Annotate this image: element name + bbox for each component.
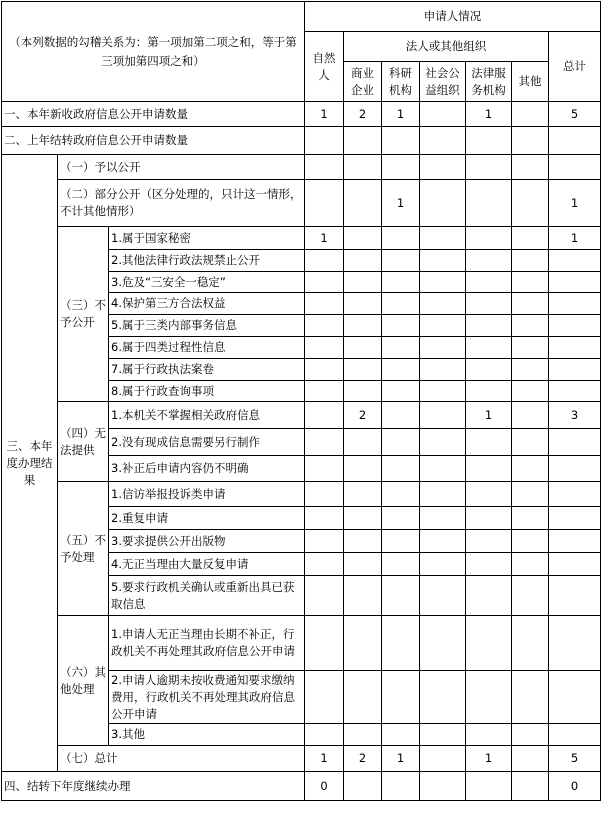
item-label: 3.其他 — [109, 724, 305, 746]
value-cell: 1 — [466, 102, 512, 127]
value-cell — [382, 429, 420, 456]
value-cell — [466, 227, 512, 250]
group-label: （五）不予处理 — [58, 482, 109, 616]
table-row — [2, 102, 601, 127]
value-cell — [344, 530, 382, 553]
value-cell — [420, 482, 466, 507]
value-cell — [466, 553, 512, 576]
value-cell — [420, 227, 466, 250]
value-cell — [512, 482, 549, 507]
table-row — [2, 227, 601, 250]
value-cell — [512, 127, 549, 155]
value-cell — [549, 482, 601, 507]
value-cell — [512, 102, 549, 127]
value-cell: 1 — [466, 402, 512, 429]
value-cell — [549, 429, 601, 456]
value-cell — [466, 576, 512, 616]
value-cell — [420, 456, 466, 482]
value-cell — [549, 530, 601, 553]
item-label: 5.属于三类内部事务信息 — [109, 315, 305, 337]
value-cell — [305, 724, 344, 746]
value-cell — [344, 155, 382, 180]
header-legal-service: 法律服务机构 — [466, 62, 512, 102]
value-cell: 2 — [344, 746, 382, 772]
value-cell — [512, 530, 549, 553]
value-cell — [466, 381, 512, 402]
value-cell — [305, 553, 344, 576]
value-cell — [466, 359, 512, 381]
group-label: （三）不予公开 — [58, 227, 109, 402]
value-cell — [549, 359, 601, 381]
value-cell — [382, 671, 420, 724]
value-cell — [382, 293, 420, 315]
item-label: 5.要求行政机关确认或重新出具已获取信息 — [109, 576, 305, 616]
value-cell — [466, 616, 512, 671]
value-cell — [344, 337, 382, 359]
value-cell — [512, 227, 549, 250]
value-cell — [549, 576, 601, 616]
item-label: 1.属于国家秘密 — [109, 227, 305, 250]
value-cell — [305, 250, 344, 272]
value-cell — [420, 180, 466, 227]
value-cell — [382, 359, 420, 381]
value-cell — [466, 337, 512, 359]
value-cell: 1 — [382, 102, 420, 127]
value-cell — [420, 724, 466, 746]
value-cell — [420, 359, 466, 381]
header-commercial: 商业企业 — [344, 62, 382, 102]
value-cell — [305, 429, 344, 456]
value-cell — [420, 293, 466, 315]
table-row — [2, 746, 601, 772]
value-cell — [420, 102, 466, 127]
value-cell: 1 — [382, 180, 420, 227]
header-total: 总计 — [549, 32, 601, 102]
item-label: 1.申请人无正当理由长期不补正，行政机关不再处理其政府信息公开申请 — [109, 616, 305, 671]
value-cell — [382, 724, 420, 746]
value-cell — [466, 429, 512, 456]
value-cell — [512, 671, 549, 724]
value-cell — [344, 359, 382, 381]
value-cell — [344, 456, 382, 482]
value-cell — [512, 293, 549, 315]
item-label: 2.其他法律行政法规禁止公开 — [109, 250, 305, 272]
row-label: （二）部分公开（区分处理的，只计这一情形，不计其他情形） — [58, 180, 305, 227]
value-cell — [466, 315, 512, 337]
value-cell — [382, 616, 420, 671]
item-label: 4.无正当理由大量反复申请 — [109, 553, 305, 576]
value-cell — [549, 250, 601, 272]
value-cell — [512, 616, 549, 671]
value-cell — [466, 530, 512, 553]
item-label: 3.要求提供公开出版物 — [109, 530, 305, 553]
value-cell — [382, 402, 420, 429]
item-label: 3.补正后申请内容仍不明确 — [109, 456, 305, 482]
value-cell — [512, 576, 549, 616]
value-cell — [420, 402, 466, 429]
value-cell — [512, 746, 549, 772]
row-label: 二、上年结转政府信息公开申请数量 — [2, 127, 305, 155]
value-cell — [344, 576, 382, 616]
value-cell — [512, 402, 549, 429]
value-cell — [305, 456, 344, 482]
value-cell — [466, 507, 512, 530]
value-cell — [420, 155, 466, 180]
value-cell — [549, 616, 601, 671]
item-label: 4.保护第三方合法权益 — [109, 293, 305, 315]
value-cell — [344, 671, 382, 724]
value-cell — [420, 746, 466, 772]
value-cell — [305, 180, 344, 227]
value-cell — [382, 456, 420, 482]
value-cell — [420, 671, 466, 724]
value-cell — [466, 293, 512, 315]
value-cell — [549, 337, 601, 359]
value-cell — [344, 772, 382, 801]
value-cell — [382, 381, 420, 402]
table-row — [2, 127, 601, 155]
header-other: 其他 — [512, 62, 549, 102]
table-row — [2, 482, 601, 507]
value-cell — [344, 250, 382, 272]
header-note: （本列数据的勾稽关系为：第一项加第二项之和，等于第三项加第四项之和） — [2, 2, 305, 102]
value-cell — [305, 576, 344, 616]
value-cell — [466, 272, 512, 293]
value-cell — [512, 456, 549, 482]
value-cell — [344, 293, 382, 315]
value-cell — [344, 616, 382, 671]
value-cell — [512, 337, 549, 359]
value-cell — [466, 482, 512, 507]
value-cell — [512, 272, 549, 293]
value-cell — [420, 127, 466, 155]
value-cell — [382, 272, 420, 293]
value-cell — [512, 429, 549, 456]
value-cell: 3 — [549, 402, 601, 429]
value-cell — [382, 576, 420, 616]
table-row — [2, 155, 601, 180]
section-label-results: 三、本年度办理结果 — [2, 155, 58, 772]
value-cell — [420, 576, 466, 616]
value-cell — [344, 429, 382, 456]
value-cell — [512, 507, 549, 530]
header-applicant: 申请人情况 — [305, 2, 601, 32]
value-cell — [420, 772, 466, 801]
value-cell — [549, 272, 601, 293]
value-cell — [420, 381, 466, 402]
group-label: （四）无法提供 — [58, 402, 109, 482]
value-cell: 1 — [549, 180, 601, 227]
value-cell — [344, 507, 382, 530]
value-cell: 1 — [305, 102, 344, 127]
value-cell — [420, 530, 466, 553]
item-label: 2.申请人逾期未按收费通知要求缴纳费用，行政机关不再处理其政府信息公开申请 — [109, 671, 305, 724]
value-cell — [466, 671, 512, 724]
value-cell: 2 — [344, 102, 382, 127]
table-row — [2, 772, 601, 801]
value-cell: 1 — [466, 746, 512, 772]
value-cell — [466, 456, 512, 482]
value-cell — [512, 250, 549, 272]
value-cell — [344, 482, 382, 507]
value-cell — [549, 553, 601, 576]
item-label: 1.信访举报投诉类申请 — [109, 482, 305, 507]
value-cell — [466, 772, 512, 801]
value-cell — [549, 381, 601, 402]
value-cell — [305, 482, 344, 507]
value-cell — [344, 127, 382, 155]
row-label: 四、结转下年度继续办理 — [2, 772, 305, 801]
value-cell — [420, 315, 466, 337]
value-cell: 1 — [305, 227, 344, 250]
value-cell — [382, 250, 420, 272]
value-cell — [305, 127, 344, 155]
header-public-welfare: 社会公益组织 — [420, 62, 466, 102]
value-cell — [420, 553, 466, 576]
value-cell: 0 — [305, 772, 344, 801]
value-cell — [420, 272, 466, 293]
table-row — [2, 616, 601, 671]
value-cell — [382, 772, 420, 801]
value-cell — [305, 293, 344, 315]
value-cell — [382, 127, 420, 155]
item-label: 1.本机关不掌握相关政府信息 — [109, 402, 305, 429]
value-cell — [466, 250, 512, 272]
item-label: 2.重复申请 — [109, 507, 305, 530]
value-cell — [305, 530, 344, 553]
value-cell — [305, 402, 344, 429]
value-cell — [382, 337, 420, 359]
value-cell — [382, 155, 420, 180]
value-cell — [382, 553, 420, 576]
value-cell: 1 — [305, 746, 344, 772]
value-cell — [420, 250, 466, 272]
value-cell — [420, 429, 466, 456]
value-cell — [344, 553, 382, 576]
value-cell — [549, 724, 601, 746]
value-cell — [549, 671, 601, 724]
value-cell — [305, 671, 344, 724]
value-cell — [549, 155, 601, 180]
item-label: 2.没有现成信息需要另行制作 — [109, 429, 305, 456]
value-cell — [512, 724, 549, 746]
value-cell — [512, 155, 549, 180]
value-cell: 5 — [549, 102, 601, 127]
value-cell — [466, 180, 512, 227]
item-label: 7.属于行政执法案卷 — [109, 359, 305, 381]
value-cell — [344, 381, 382, 402]
value-cell — [344, 227, 382, 250]
value-cell — [549, 315, 601, 337]
value-cell — [382, 507, 420, 530]
row-label: （七）总计 — [58, 746, 305, 772]
value-cell: 0 — [549, 772, 601, 801]
value-cell — [420, 337, 466, 359]
value-cell — [382, 227, 420, 250]
value-cell — [549, 456, 601, 482]
value-cell — [344, 180, 382, 227]
row-label: （一）予以公开 — [58, 155, 305, 180]
value-cell — [512, 315, 549, 337]
value-cell: 2 — [344, 402, 382, 429]
value-cell — [305, 381, 344, 402]
value-cell — [305, 155, 344, 180]
value-cell — [420, 616, 466, 671]
value-cell — [344, 315, 382, 337]
value-cell — [549, 507, 601, 530]
value-cell — [305, 507, 344, 530]
value-cell — [466, 155, 512, 180]
table-row — [2, 180, 601, 227]
item-label: 3.危及“三安全一稳定” — [109, 272, 305, 293]
value-cell — [344, 272, 382, 293]
value-cell — [382, 315, 420, 337]
value-cell — [512, 772, 549, 801]
value-cell — [512, 553, 549, 576]
value-cell — [305, 315, 344, 337]
header-research: 科研机构 — [382, 62, 420, 102]
government-info-disclosure-table — [1, 1, 601, 801]
header-legal-entity: 法人或其他组织 — [344, 32, 549, 62]
value-cell — [305, 616, 344, 671]
value-cell: 1 — [549, 227, 601, 250]
value-cell — [466, 724, 512, 746]
item-label: 8.属于行政查询事项 — [109, 381, 305, 402]
value-cell — [549, 127, 601, 155]
value-cell — [305, 337, 344, 359]
value-cell — [305, 359, 344, 381]
value-cell — [512, 359, 549, 381]
value-cell — [512, 180, 549, 227]
row-label: 一、本年新收政府信息公开申请数量 — [2, 102, 305, 127]
value-cell — [420, 507, 466, 530]
table-row — [2, 402, 601, 429]
value-cell — [382, 530, 420, 553]
header-natural-person: 自然人 — [305, 32, 344, 102]
group-label: （六）其他处理 — [58, 616, 109, 746]
value-cell: 5 — [549, 746, 601, 772]
value-cell — [344, 724, 382, 746]
value-cell — [512, 381, 549, 402]
value-cell — [549, 293, 601, 315]
value-cell — [305, 272, 344, 293]
value-cell — [466, 127, 512, 155]
item-label: 6.属于四类过程性信息 — [109, 337, 305, 359]
value-cell: 1 — [382, 746, 420, 772]
value-cell — [382, 482, 420, 507]
